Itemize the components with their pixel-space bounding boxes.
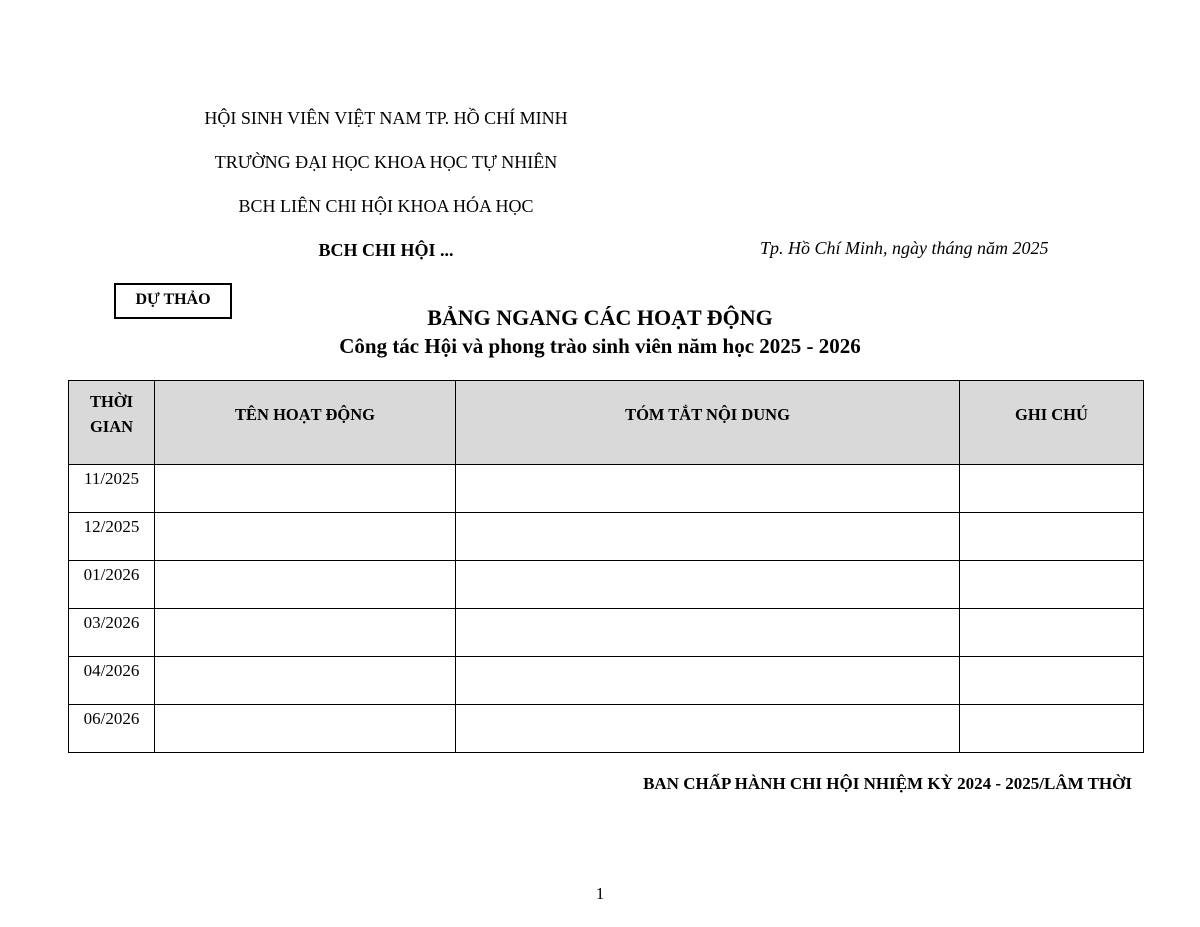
header-notes: GHI CHÚ [960, 381, 1144, 465]
table-row [69, 513, 1144, 561]
row-activity[interactable] [155, 561, 456, 609]
row-summary[interactable] [456, 465, 960, 513]
row-time: 03/2026 [69, 609, 155, 657]
row-notes[interactable] [960, 513, 1144, 561]
row-time: 11/2025 [69, 465, 155, 513]
row-notes[interactable] [960, 465, 1144, 513]
row-notes[interactable] [960, 609, 1144, 657]
row-notes[interactable] [960, 561, 1144, 609]
row-activity[interactable] [155, 465, 456, 513]
page-subtitle: Công tác Hội và phong trào sinh viên năm học 2025 - 2026 [339, 334, 861, 358]
row-notes[interactable] [960, 657, 1144, 705]
table-header-row [69, 381, 1144, 465]
table-row [69, 465, 1144, 513]
row-activity[interactable] [155, 657, 456, 705]
org-line-university: TRƯỜNG ĐẠI HỌC KHOA HỌC TỰ NHIÊN [214, 152, 558, 172]
table-row [69, 561, 1144, 609]
header-activity: TÊN HOẠT ĐỘNG [155, 381, 456, 465]
row-activity[interactable] [155, 705, 456, 753]
row-activity[interactable] [155, 609, 456, 657]
row-summary[interactable] [456, 561, 960, 609]
row-activity[interactable] [155, 513, 456, 561]
row-summary[interactable] [456, 657, 960, 705]
row-notes[interactable] [960, 705, 1144, 753]
page-title: BẢNG NGANG CÁC HOẠT ĐỘNG [427, 305, 773, 330]
header-summary: TÓM TẮT NỘI DUNG [456, 381, 960, 465]
row-time: 04/2026 [69, 657, 155, 705]
date-line: Tp. Hồ Chí Minh, ngày tháng năm 2025 [760, 238, 1049, 258]
signature-block: BAN CHẤP HÀNH CHI HỘI NHIỆM KỲ 2024 - 2025/LÂM THỜI [643, 774, 1132, 793]
row-summary[interactable] [456, 705, 960, 753]
header-time-line1: THỜI [89, 392, 134, 411]
table-row [69, 705, 1144, 753]
branch-label: BCH CHI HỘI ... [318, 240, 454, 260]
table-row [69, 657, 1144, 705]
draft-badge: DỰ THẢO [114, 283, 232, 319]
row-time: 01/2026 [69, 561, 155, 609]
org-line-faculty: BCH LIÊN CHI HỘI KHOA HÓA HỌC [238, 196, 534, 216]
page-number: 1 [595, 884, 605, 903]
org-line-association: HỘI SINH VIÊN VIỆT NAM TP. HỒ CHÍ MINH [204, 108, 568, 128]
row-summary[interactable] [456, 609, 960, 657]
activities-table [68, 380, 1144, 753]
header-time-line2: GIAN [89, 416, 134, 436]
table-row [69, 609, 1144, 657]
row-time: 06/2026 [69, 705, 155, 753]
row-time: 12/2025 [69, 513, 155, 561]
row-summary[interactable] [456, 513, 960, 561]
header-time [69, 381, 155, 465]
